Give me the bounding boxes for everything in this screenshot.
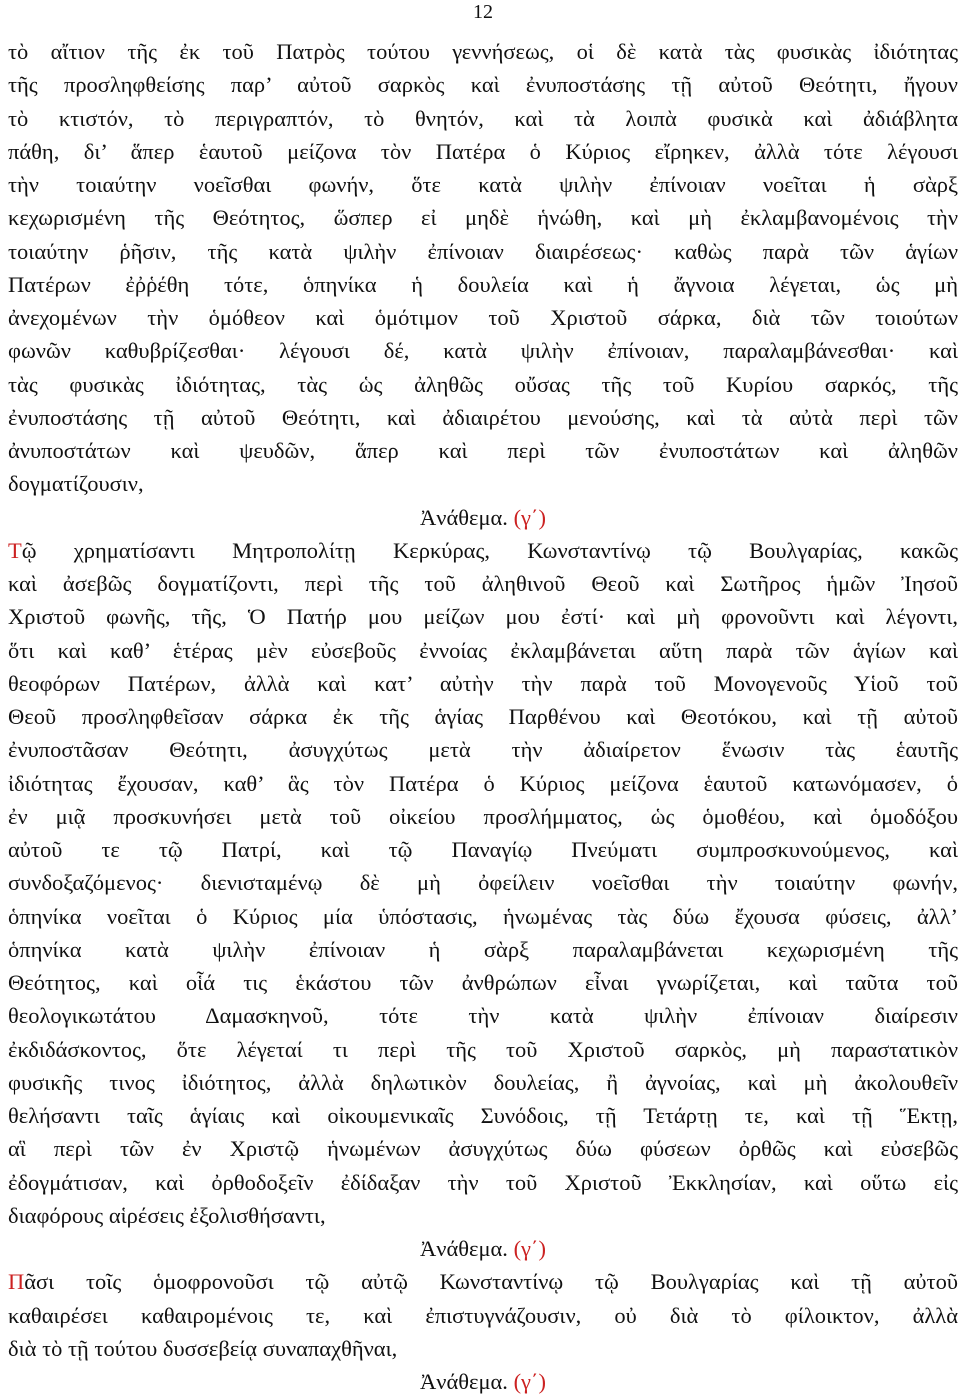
text-line: ἐδογμάτισαν, καὶ ὀρθοδοξεῖν ἐδίδαξαν τὴν τοῦ Χριστοῦ Ἐκκλησίαν, καὶ οὕτω εἰς (8, 1169, 958, 1195)
anathema-line (8, 501, 958, 534)
text-line: τὴν τοιαύτην νοεῖσθαι φωνήν, ὅτε κατὰ ψιλὴν ἐπίνοιαν νοεῖται ἡ σὰρξ (8, 172, 958, 197)
paragraph-first-line (8, 1265, 958, 1298)
anathema-marker: (γ΄) (513, 1236, 546, 1261)
text-line: ἐν μιᾷ προσκυνήσει μετὰ τοῦ οἰκείου προσλήμματος, ὡς ὁμοθέου, καὶ ὁμοδόξου (8, 803, 958, 829)
anathema-marker: (γ΄) (513, 1369, 546, 1394)
body-text (8, 35, 958, 1398)
page-number: 12 (473, 1, 493, 23)
text-line: ἰδιότητας ἔχουσαν, καθ’ ἃς τὸν Πατέρα ὁ Κύριος μείζονα ἑαυτοῦ κατωνόμασεν, ὁ (8, 770, 958, 796)
text-line: κεχωρισμένη τῆς Θεότητος, ὥσπερ εἰ μηδὲ ἡνώθη, καὶ μὴ ἐκλαμβανομένοις τὴν (8, 205, 958, 231)
red-initial: Τ (8, 537, 22, 563)
text-line: Θεότητος, καὶ οἷά τις ἑκάστου τῶν ἀνθρώπων εἶναι γνωρίζεται, καὶ ταῦτα τοῦ (8, 970, 958, 995)
anathema-line (8, 1365, 958, 1398)
text-line: ἀνυποστάτων καὶ ψευδῶν, ἅπερ καὶ περὶ τῶν ἐνυποστάτων καὶ ἀληθῶν (8, 438, 958, 463)
text-line: φυσικῆς τινος ἰδιότητος, ἀλλὰ δηλωτικὸν δουλείας, ἢ ἀγνοίας, καὶ μὴ ἀκολουθεῖν (8, 1069, 958, 1095)
anathema-text: Ἀνάθεμα. (420, 1236, 508, 1261)
red-initial: Π (8, 1269, 25, 1295)
text-line: ὅτι καὶ καθ’ ἑτέρας μὲν εὐσεβοῦς ἐννοίας ἐκλαμβάνεται αὕτη παρὰ τῶν ἁγίων καὶ (8, 637, 958, 663)
text-line: αὐτοῦ τε τῷ Πατρί, καὶ τῷ Παναγίῳ Πνεύματι συμπροσκυνούμενος, καὶ (8, 837, 958, 862)
text-line: θελήσαντι ταῖς ἁγίαις καὶ οἰκουμενικαῖς Συνόδοις, τῇ Τετάρτῃ τε, καὶ τῇ Ἕκτῃ, (8, 1103, 958, 1128)
text-line: ἐνυποστᾶσαν Θεότητι, ἀσυγχύτως μετὰ τὴν ἀδιαίρετον ἕνωσιν τὰς ἑαυτῆς (8, 737, 958, 763)
text-line: θεολογικωτάτου Δαμασκηνοῦ, τότε τὴν κατὰ ψιλὴν ἐπίνοιαν διαίρεσιν (8, 1003, 958, 1029)
text-line: δογματίζουσιν, (8, 471, 144, 497)
text-line: Θεοῦ προσληφθεῖσαν σάρκα ἐκ τῆς ἁγίας Παρθένου καὶ Θεοτόκου, καὶ τῇ αὐτοῦ (8, 704, 958, 729)
text-line: τῆς προσληφθείσης παρ’ αὐτοῦ σαρκὸς καὶ ἐνυποστάσης τῇ αὐτοῦ Θεότητι, ἤγουν (8, 72, 958, 98)
paragraph-first-line (8, 534, 958, 567)
anathema-line (8, 1232, 958, 1265)
text-line: θεοφόρων Πατέρων, ἀλλὰ καὶ κατ’ αὐτὴν τὴν παρὰ τοῦ Μονογενοῦς Υἱοῦ τοῦ (8, 670, 958, 696)
text-line: ἐνυποστάσης τῇ αὐτοῦ Θεότητι, καὶ ἀδιαιρέτου μενούσης, καὶ τὰ αὐτὰ περὶ τῶν (8, 404, 958, 430)
text-line: καθαιρέσει καθαιρομένοις τε, καὶ ἐπιστυγνάζουσιν, οὐ διὰ τὸ φίλοικτον, ἀλλὰ (8, 1302, 958, 1328)
text-line: τὸ κτιστόν, τὸ περιγραπτόν, τὸ θνητόν, καὶ τὰ λοιπὰ φυσικὰ καὶ ἀδιάβλητα (8, 105, 958, 131)
first-line-text: ῷ χρηματίσαντι Μητροπολίτῃ Κερκύρας, Κωνσταντίνῳ τῷ Βουλγαρίας, κακῶς (21, 537, 958, 563)
text-line: διαφόρους αἱρέσεις ἐξολισθήσαντι, (8, 1202, 326, 1228)
text-line: αἳ περὶ τῶν ἐν Χριστῷ ἡνωμένων ἀσυγχύτως δύω φύσεων ὀρθῶς καὶ εὐσεβῶς (8, 1136, 958, 1162)
text-line: φωνῶν καθυβρίζεσθαι· λέγουσι δέ, κατὰ ψιλὴν ἐπίνοιαν, παραλαμβάνεσθαι· καὶ (8, 338, 958, 364)
text-line: ἐκδιδάσκοντος, ὅτε λέγεταί τι περὶ τῆς τοῦ Χριστοῦ σαρκὸς, μὴ παραστατικὸν (8, 1036, 958, 1062)
text-line: ὁπηνίκα κατὰ ψιλὴν ἐπίνοιαν ἡ σὰρξ παραλαμβάνεται κεχωρισμένη τῆς (8, 936, 958, 962)
text-line: τὸ αἴτιον τῆς ἐκ τοῦ Πατρὸς τούτου γεννήσεως, οἱ δὲ κατὰ τὰς φυσικὰς ἰδιότητας (8, 39, 958, 64)
text-line: τὰς φυσικὰς ἰδιότητας, τὰς ὡς ἀληθῶς οὔσας τῆς τοῦ Κυρίου σαρκός, τῆς (8, 371, 958, 397)
text-line: ἀνεχομένων τὴν ὁμόθεον καὶ ὁμότιμον τοῦ Χριστοῦ σάρκα, διὰ τῶν τοιούτων (8, 305, 958, 330)
text-line: Πατέρων ἐῤῥέθη τότε, ὁπηνίκα ἡ δουλεία καὶ ἡ ἄγνοια λέγεται, ὡς μὴ (8, 271, 958, 297)
text-line: καὶ ἀσεβῶς δογματίζοντι, περὶ τῆς τοῦ ἀληθινοῦ Θεοῦ καὶ Σωτῆρος ἡμῶν Ἰησοῦ (8, 571, 958, 596)
text-line: Χριστοῦ φωνῆς, τῆς, Ὁ Πατήρ μου μείζων μου ἐστί· καὶ μὴ φρονοῦντι καὶ λέγοντι, (8, 604, 958, 630)
text-line: πάθη, δι’ ἅπερ ἑαυτοῦ μείζονα τὸν Πατέρα ὁ Κύριος εἴρηκεν, ἀλλὰ τότε λέγουσι (8, 138, 958, 164)
anathema-text: Ἀνάθεμα. (420, 1369, 508, 1394)
text-line: συνδοξαζόμενος· διενισταμένῳ δὲ μὴ ὀφείλειν νοεῖσθαι τὴν τοιαύτην φωνήν, (8, 870, 958, 896)
text-line: τοιαύτην ῥῆσιν, τῆς κατὰ ψιλὴν ἐπίνοιαν διαιρέσεως· καθὼς παρὰ τῶν ἁγίων (8, 238, 958, 264)
first-line-text: ᾶσι τοῖς ὁμοφρονοῦσι τῷ αὐτῷ Κωνσταντίνῳ τῷ Βουλγαρίας καὶ τῇ αὐτοῦ (24, 1269, 958, 1295)
anathema-text: Ἀνάθεμα. (420, 504, 508, 530)
text-line: ὁπηνίκα νοεῖται ὁ Κύριος μία ὑπόστασις, ἡνωμένας τὰς δύω ἔχουσα φύσεις, ἀλλ’ (8, 903, 958, 929)
anathema-marker: (γ΄) (513, 504, 546, 530)
text-line: διὰ τὸ τῇ τούτου δυσσεβείᾳ συναπαχθῆναι, (8, 1335, 398, 1361)
